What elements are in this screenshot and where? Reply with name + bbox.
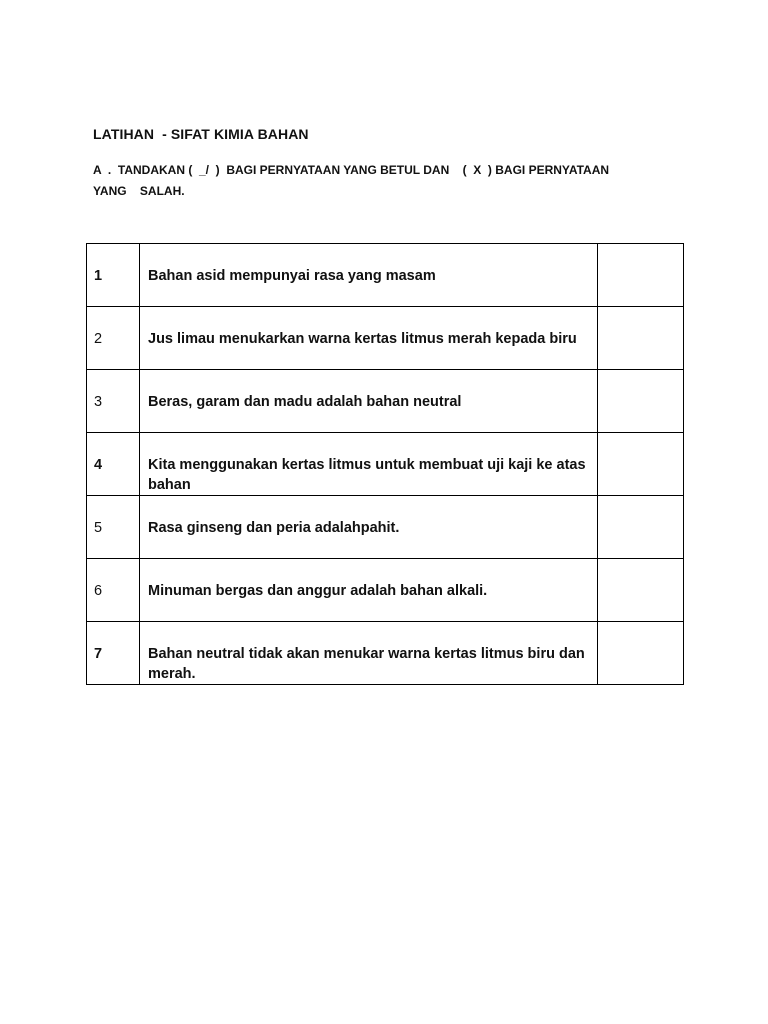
- answer-box[interactable]: [598, 433, 684, 496]
- answer-box[interactable]: [598, 307, 684, 370]
- table-row: [87, 496, 684, 559]
- statement-text: Kita menggunakan kertas litmus untuk membuat uji kaji ke atas bahan: [148, 457, 586, 493]
- instruction-text: [93, 160, 693, 202]
- statement-text: Bahan neutral tidak akan menukar warna kertas litmus biru dan merah.: [148, 646, 585, 682]
- statement-text: Beras, garam dan madu adalah bahan neutral: [148, 394, 462, 410]
- row-number: 1: [94, 268, 103, 284]
- statement-text: Bahan asid mempunyai rasa yang masam: [148, 268, 436, 284]
- row-number-cell: [87, 244, 140, 307]
- row-number-cell: [87, 370, 140, 433]
- table-row: [87, 307, 684, 370]
- answer-box[interactable]: [598, 370, 684, 433]
- statement-cell: [140, 370, 598, 433]
- row-number-cell: [87, 307, 140, 370]
- row-number: 7: [94, 646, 103, 662]
- answer-box[interactable]: [598, 559, 684, 622]
- statement-cell: [140, 433, 598, 496]
- table-row: [87, 370, 684, 433]
- statement-cell: [140, 244, 598, 307]
- row-number-cell: [87, 559, 140, 622]
- row-number: 5: [94, 520, 103, 536]
- table-row: [87, 559, 684, 622]
- answer-box[interactable]: [598, 496, 684, 559]
- row-number-cell: [87, 496, 140, 559]
- statement-cell: [140, 559, 598, 622]
- row-number-cell: [87, 622, 140, 685]
- instruction-line-2: YANG SALAH.: [93, 184, 185, 198]
- row-number: 2: [94, 331, 103, 347]
- statement-cell: [140, 307, 598, 370]
- statement-table: [86, 243, 684, 685]
- statement-text: Rasa ginseng dan peria adalahpahit.: [148, 520, 400, 536]
- row-number: 6: [94, 583, 103, 599]
- table-row: [87, 433, 684, 496]
- instruction-line-1: A . TANDAKAN ( _/ ) BAGI PERNYATAAN YANG BETUL DAN ( X ) BAGI PERNYATAAN: [93, 163, 610, 177]
- row-number: 4: [94, 457, 103, 473]
- table-row: [87, 244, 684, 307]
- table-row: [87, 622, 684, 685]
- answer-box[interactable]: [598, 244, 684, 307]
- worksheet-title: LATIHAN - SIFAT KIMIA BAHAN: [93, 126, 309, 142]
- answer-box[interactable]: [598, 622, 684, 685]
- statement-text: Minuman bergas dan anggur adalah bahan alkali.: [148, 583, 488, 599]
- row-number: 3: [94, 394, 103, 410]
- row-number-cell: [87, 433, 140, 496]
- statement-text: Jus limau menukarkan warna kertas litmus merah kepada biru: [148, 331, 577, 347]
- statement-cell: [140, 622, 598, 685]
- statement-cell: [140, 496, 598, 559]
